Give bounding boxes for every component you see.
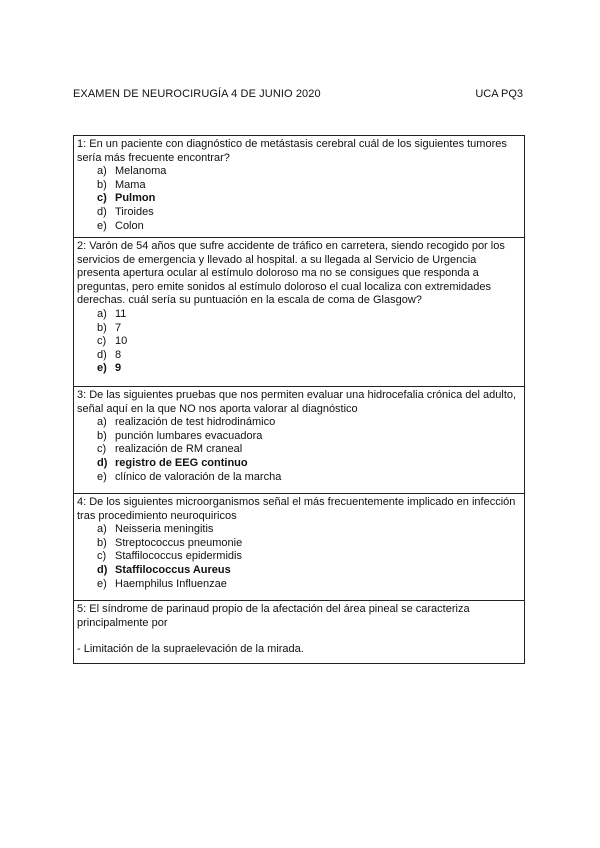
option-c-correct: c) Pulmon: [97, 192, 156, 205]
question-2: [73, 238, 525, 387]
answer-text: - Limitación de la supraelevación de la mirada.: [77, 643, 304, 656]
question-3: [73, 387, 525, 494]
option-list: [77, 308, 520, 376]
question-text: 3: De las siguientes pruebas que nos permiten evaluar una hidrocefalia crónica del adulto, señal aquí en la que NO nos aporta valorar al diagnóstico: [77, 389, 517, 415]
option-e-correct: e) 9: [97, 362, 122, 375]
option-b: b) Streptococcus pneumonie: [97, 536, 243, 549]
option-d-correct: d) Staffilococcus Aureus: [97, 563, 231, 576]
exam-title: EXAMEN DE NEUROCIRUGÍA 4 DE JUNIO 2020: [73, 88, 321, 100]
option-d: d) Tiroides: [97, 205, 154, 218]
option-c: c) Staffilococcus epidermidis: [97, 550, 242, 563]
question-4: [73, 494, 525, 601]
option-list: [77, 165, 520, 233]
option-b: b) 7: [97, 321, 122, 334]
question-5: [73, 601, 525, 664]
option-c: c) realización de RM craneal: [97, 443, 243, 456]
option-e: e) Haemphilus Influenzae: [97, 577, 227, 590]
option-e: e) clínico de valoración de la marcha: [97, 470, 282, 483]
option-a: a) Melanoma: [97, 165, 167, 178]
option-d-correct: d) registro de EEG continuo: [97, 456, 248, 469]
option-c: c) 10: [97, 335, 128, 348]
option-list: [77, 416, 520, 484]
question-text: 4: De los siguientes microorganismos señal el más frecuentemente implicado en infección tras procedimiento neuroquiricos: [77, 496, 516, 522]
option-b: b) Mama: [97, 178, 146, 191]
question-text: 1: En un paciente con diagnóstico de metástasis cerebral cuál de los siguientes tumores sería más frecuente encontrar?: [77, 138, 507, 164]
option-b: b) punción lumbares evacuadora: [97, 429, 263, 442]
option-a: a) realización de test hidrodinámico: [97, 416, 276, 429]
option-a: a) 11: [97, 307, 127, 320]
exam-code: UCA PQ3: [475, 88, 523, 100]
option-e: e) Colon: [97, 219, 144, 232]
exam-header: [73, 88, 523, 102]
question-text: 2: Varón de 54 años que sufre accidente de tráfico en carretera, siendo recogido por los servicios de emergencia y llevado al hospital. a su llegada al Servicio de Urgencia presenta apertura ocular al estímulo doloroso ma no se consigues que responda a preguntas, pero emite sonidos al estímulo doloroso el cual localiza con extremidades derechas. cuál sería su puntuación en la escala de coma de Glasgow?: [77, 240, 505, 307]
question-text: 5: El síndrome de parinaud propio de la afectación del área pineal se caracteriza principalmente por: [77, 603, 470, 629]
option-list: [77, 523, 520, 591]
option-d: d) 8: [97, 348, 122, 361]
question-1: [73, 135, 525, 238]
option-a: a) Neisseria meningitis: [97, 523, 214, 536]
